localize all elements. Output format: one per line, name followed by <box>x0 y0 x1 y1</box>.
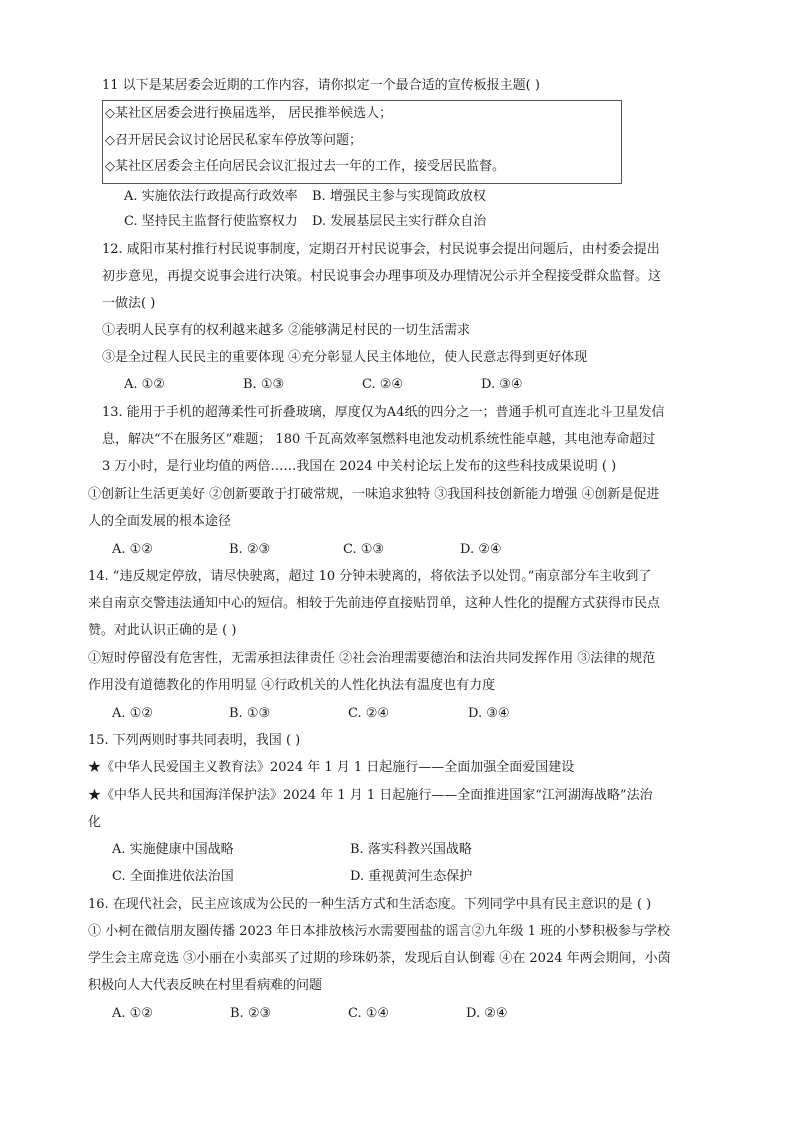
q12-line-2: 初步意见，再提交说事会进行决策。村民说事会办理事项及办理情况公示并全程接受群众监督。这 <box>102 269 662 284</box>
q11-option-c: C. 坚持民主监督行使监察权力 <box>124 214 298 229</box>
q13-line-1: 13. 能用于手机的超薄柔性可折叠玻璃，厚度仅为A4纸的四分之一；普通手机可直连北斗卫星发信 <box>102 405 665 420</box>
q12-line-1: 12. 咸阳市某村推行村民说事制度，定期召开村民说事会，村民说事会提出问题后，由村委会提出 <box>102 242 660 257</box>
q16-line-3: 学生会主席竞选 ③小丽在小卖部买了过期的珍珠奶茶，发现后自认倒霉 ④在 2024 年两会期间，小茵 <box>88 951 671 966</box>
q11-option-d: D. 发展基层民主实行群众自治 <box>312 214 487 229</box>
q16-option-c: C. ①④ <box>348 1006 390 1021</box>
q16-line-1: 16. 在现代社会，民主应该成为公民的一种生活方式和生活态度。下列同学中具有民主意识的是 ( ) <box>88 897 652 912</box>
q12-option-b: B. ①③ <box>243 377 285 392</box>
q16-line-4: 积极向人大代表反映在村里看病难的问题 <box>88 978 323 993</box>
q16-option-d: D. ②④ <box>466 1006 508 1021</box>
q11-option-a: A. 实施依法行政提高行政效率 <box>124 189 298 204</box>
q13-line-2: 息，解决“不在服务区”难题； 180 千瓦高效率氢燃料电池发动机系统性能卓越，其电池寿命超过 <box>102 432 656 447</box>
q15-option-c: C. 全面推进依法治国 <box>112 869 234 884</box>
q13-option-b: B. ②③ <box>229 542 271 557</box>
q16-option-a: A. ①② <box>112 1006 153 1021</box>
q14-option-a: A. ①② <box>112 706 153 721</box>
q15-line-2: ★《中华人民爱国主义教育法》2024 年 1 月 1 日起施行——全面加强全面爱国建设 <box>88 760 575 775</box>
q14-statement-1: ①短时停留没有危害性，无需承担法律责任 ②社会治理需要德治和法治共同发挥作用 ③法律的规范 <box>88 651 656 666</box>
q14-option-c: C. ②④ <box>348 706 390 721</box>
q13-statement-1: ①创新让生活更美好 ②创新要敢于打破常规，一味追求独特 ③我国科技创新能力增强 ④创新是促进 <box>88 487 660 502</box>
q14-line-1: 14. “违反规定停放，请尽快驶离，超过 10 分钟未驶离的，将依法予以处罚。”南京部分车主收到了 <box>88 569 652 584</box>
q13-line-3: 3 万小时，是行业均值的两倍……我国在 2024 中关村论坛上发布的这些科技成果说明 ( ) <box>102 459 617 474</box>
q14-statement-2: 作用没有道德教化的作用明显 ④行政机关的人性化执法有温度也有力度 <box>88 678 496 693</box>
q12-line-3: 一做法( ) <box>102 296 156 311</box>
q14-line-2: 来自南京交警违法通知中心的短信。相较于先前违停直接贴罚单，这种人性化的提醒方式获得市民点 <box>88 596 661 611</box>
q13-option-d: D. ②④ <box>460 542 502 557</box>
q16-line-2: ① 小柯在微信朋友圈传播 2023 年日本排放核污水需要囤盐的谣言②九年级 1 班的小梦积极参与学校 <box>88 924 671 939</box>
q11-box-line-2: ◇召开居民会议讨论居民私家车停放等问题； <box>105 133 362 148</box>
q15-line-1: 15. 下列两则时事共同表明，我国 ( ) <box>88 733 301 748</box>
q15-option-d: D. 重视黄河生态保护 <box>350 869 473 884</box>
q11-stem: 11 以下是某居委会近期的工作内容，请你拟定一个最合适的宣传板报主题( ) <box>102 78 540 93</box>
q15-option-a: A. 实施健康中国战略 <box>112 842 234 857</box>
q15-line-4: 化 <box>88 815 102 830</box>
q12-statement-1: ①表明人民享有的权利越来越多 ②能够满足村民的一切生活需求 <box>102 323 471 338</box>
q13-statement-2: 人的全面发展的根本途径 <box>88 514 232 529</box>
q11-info-box <box>102 100 622 184</box>
q11-box-line-3: ◇某社区居委会主任向居民会议汇报过去一年的工作，接受居民监督。 <box>105 159 505 174</box>
q15-option-b: B. 落实科教兴国战略 <box>350 842 472 857</box>
q13-option-a: A. ①② <box>112 542 153 557</box>
q14-line-3: 赞。对此认识正确的是 ( ) <box>88 623 237 638</box>
q16-option-b: B. ②③ <box>230 1006 272 1021</box>
q12-statement-2: ③是全过程人民民主的重要体现 ④充分彰显人民主体地位，使人民意志得到更好体现 <box>102 350 588 365</box>
q11-option-b: B. 增强民主参与实现简政放权 <box>312 189 486 204</box>
q14-option-b: B. ①③ <box>229 706 271 721</box>
q14-option-d: D. ③④ <box>468 706 510 721</box>
q15-line-3: ★《中华人民共和国海洋保护法》2024 年 1 月 1 日起施行——全面推进国家“江河湖海战略”法治 <box>88 788 653 803</box>
q12-option-d: D. ③④ <box>481 377 523 392</box>
q12-option-c: C. ②④ <box>362 377 404 392</box>
q13-option-c: C. ①③ <box>343 542 385 557</box>
q11-box-line-1: ◇某社区居委会进行换届选举， 居民推举候选人； <box>105 106 393 121</box>
q12-option-a: A. ①② <box>124 377 165 392</box>
